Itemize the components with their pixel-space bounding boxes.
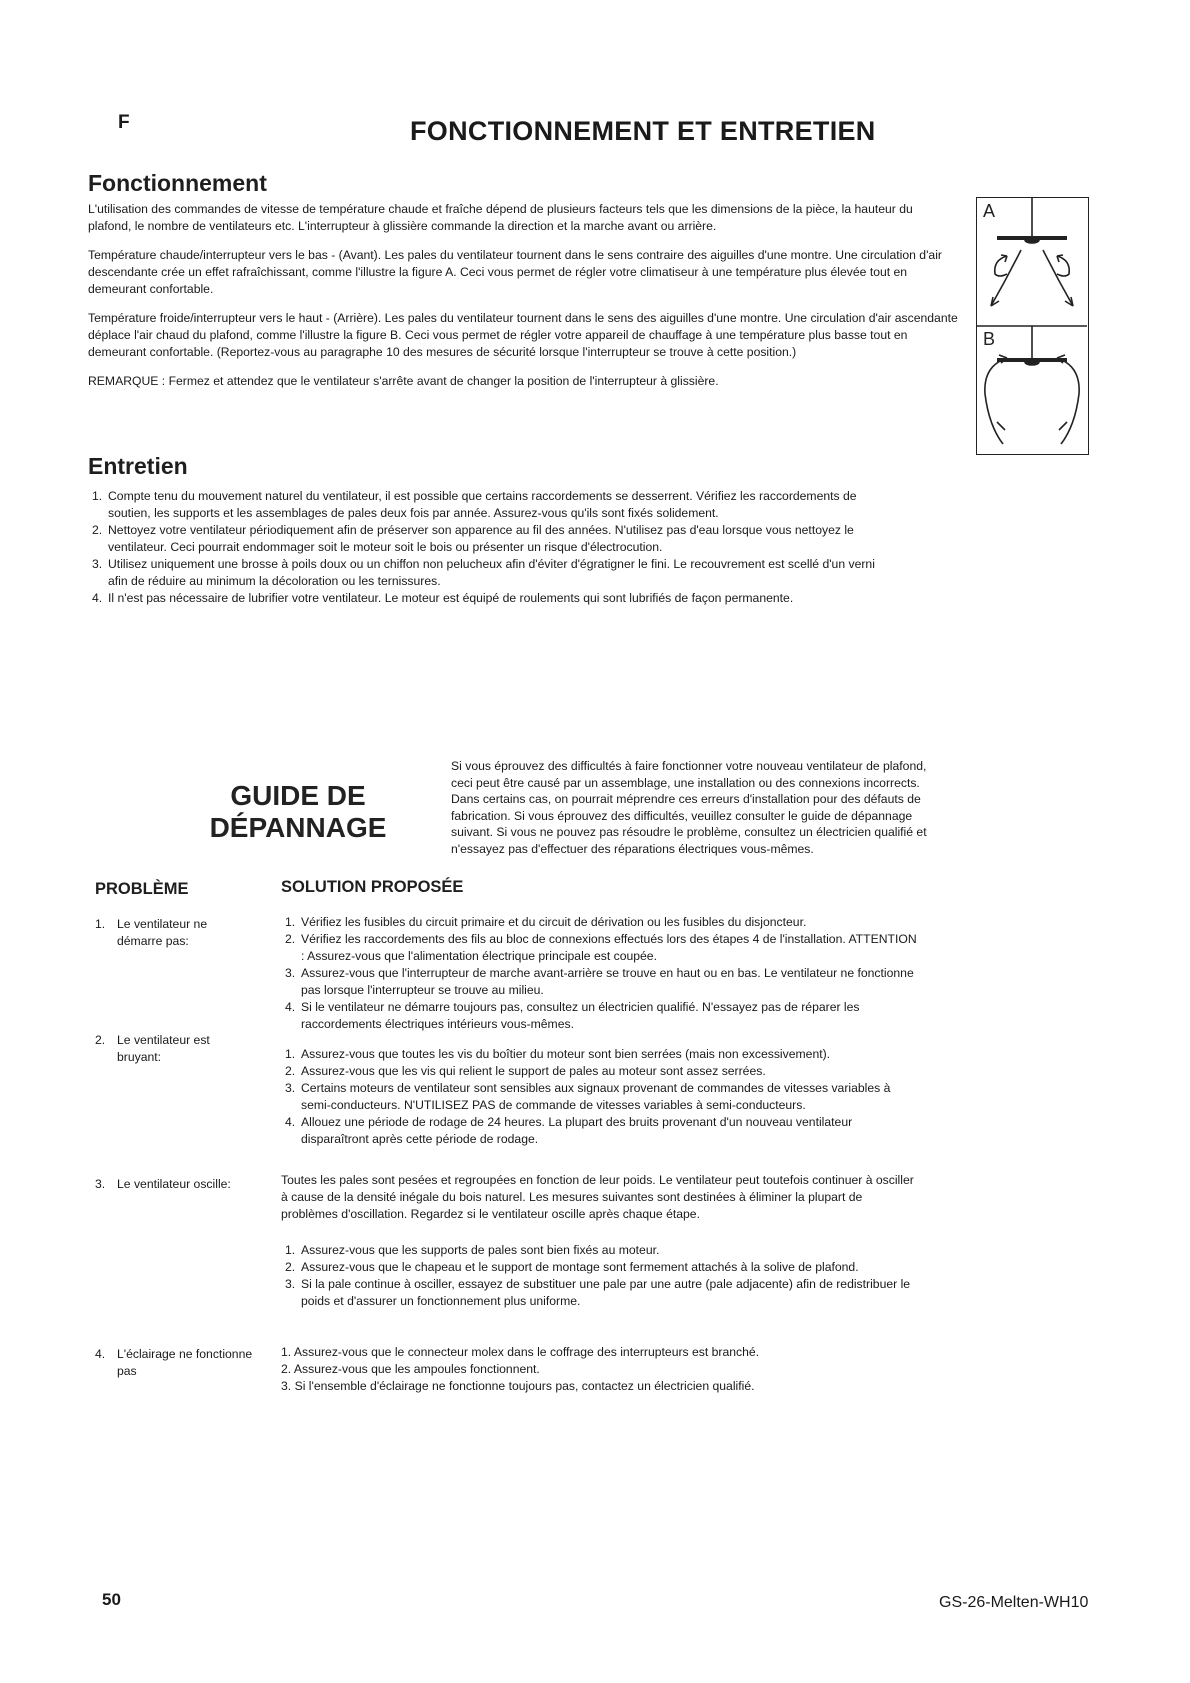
- step-text: Allouez une période de rodage de 24 heures. La plupart des bruits provenant d'un nouveau ventilateur disparaîtront après cette période de rodage.: [301, 1115, 853, 1146]
- maintenance-item: [88, 522, 888, 556]
- problem-label: L'éclairage ne fonctionne pas: [117, 1347, 253, 1378]
- solution-step: [281, 1344, 921, 1361]
- item-number: 2.: [92, 523, 103, 537]
- problem-label: Le ventilateur est bruyant:: [117, 1033, 210, 1064]
- solution-step: [281, 1080, 921, 1114]
- solution-step: [281, 1114, 921, 1148]
- step-text: Assurez-vous que les vis qui relient le support de pales au moteur sont assez serrées.: [301, 1064, 766, 1078]
- solution-column-header: SOLUTION PROPOSÉE: [281, 878, 464, 896]
- solution-step: [281, 1276, 921, 1310]
- maintenance-heading: Entretien: [88, 453, 188, 479]
- operation-paragraph-1: L'utilisation des commandes de vitesse de température chaude et fraîche dépend de plusieurs facteurs tels que les dimensions de la pièce, la hauteur du plafond, le nombre de ventilateurs etc. L'interrupteur à glissière commande la direction et la marche avant ou arrière.: [88, 202, 913, 233]
- problem-label: Le ventilateur oscille:: [117, 1177, 231, 1191]
- item-number: 3.: [92, 557, 103, 571]
- step-number: 2.: [281, 1362, 292, 1376]
- figure-a-label: A: [983, 201, 996, 221]
- solution-block: [281, 914, 921, 1033]
- solution-step: [281, 1046, 921, 1063]
- step-text: Vérifiez les fusibles du circuit primaire et du circuit de dérivation ou les fusibles du disjoncteur.: [301, 915, 807, 929]
- troubleshooting-title: [198, 780, 398, 844]
- problem-number: 3.: [95, 1177, 106, 1191]
- solution-step: [281, 965, 921, 999]
- step-text: Assurez-vous que toutes les vis du boîtier du moteur sont bien serrées (mais non excessivement).: [301, 1047, 831, 1061]
- item-text: Nettoyez votre ventilateur périodiquement afin de préserver son apparence au fil des années. N'utilisez pas d'eau lorsque vous nettoyez le ventilateur. Ceci pourrait endommager soit le moteur soit le bois ou présenter un risque d'électrocution.: [108, 523, 854, 554]
- figure-b-label: B: [983, 329, 996, 349]
- step-text: Si le ventilateur ne démarre toujours pas, consultez un électricien qualifié. N'essayez pas de réparer les raccordements électriques intérieurs vous-mêmes.: [301, 1000, 860, 1031]
- solution-step: [281, 1361, 921, 1378]
- solution-step: [281, 914, 921, 931]
- problem-label: Le ventilateur ne démarre pas:: [117, 917, 208, 948]
- step-number: 2.: [285, 932, 296, 946]
- operation-note: REMARQUE : Fermez et attendez que le ventilateur s'arrête avant de changer la position de l'interrupteur à glissière.: [88, 374, 719, 388]
- page-title: FONCTIONNEMENT ET ENTRETIEN: [410, 116, 876, 146]
- language-indicator: F: [118, 112, 130, 133]
- troubleshooting-title-line-2: DÉPANNAGE: [209, 812, 387, 843]
- solution-step: [281, 1259, 921, 1276]
- step-number: 4.: [285, 1115, 296, 1129]
- page-number: 50: [102, 1590, 121, 1609]
- step-number: 4.: [285, 1000, 296, 1014]
- troubleshooting-title-line-1: GUIDE DE: [230, 780, 366, 811]
- step-text: Assurez-vous que les supports de pales sont bien fixés au moteur.: [301, 1243, 660, 1257]
- operation-body: [88, 201, 958, 402]
- maintenance-list: [88, 488, 888, 607]
- step-text: Assurez-vous que l'interrupteur de marche avant-arrière se trouve en haut ou en bas. Le ventilateur ne fonctionne pas lorsque l'interrupteur se trouve au milieu.: [301, 966, 914, 997]
- item-text: Compte tenu du mouvement naturel du ventilateur, il est possible que certains raccordements se desserrent. Vérifiez les raccordements de soutien, les supports et les assemblages de pales deux fois par année. Assurez-vous qu'ils sont fixés solidement.: [108, 489, 857, 520]
- fan-a-icon: [991, 198, 1073, 306]
- maintenance-item: [88, 590, 888, 607]
- problem-item: [95, 1346, 255, 1380]
- step-number: 1.: [285, 1243, 296, 1257]
- step-number: 2.: [285, 1260, 296, 1274]
- item-number: 4.: [92, 591, 103, 605]
- maintenance-item: [88, 556, 888, 590]
- item-text: Il n'est pas nécessaire de lubrifier votre ventilateur. Le moteur est équipé de roulements qui sont lubrifiés de façon permanente.: [108, 591, 794, 605]
- solution-step: [281, 1063, 921, 1080]
- step-text: Vérifiez les raccordements des fils au bloc de connexions effectués lors des étapes 4 de l'installation. ATTENTION : Assurez-vous que l'alimentation électrique principale est coupée.: [301, 932, 917, 963]
- operation-heading: Fonctionnement: [88, 170, 267, 196]
- step-number: 1.: [285, 915, 296, 929]
- step-text: Si l'ensemble d'éclairage ne fonctionne toujours pas, contactez un électricien qualifié.: [294, 1379, 755, 1393]
- solution-intro: Toutes les pales sont pesées et regroupées en fonction de leur poids. Le ventilateur peut toutefois continuer à osciller à cause de la densité inégale du bois naturel. Les mesures suivantes sont destinées à éliminer la plupart de problèmes d'oscillation. Regardez si le ventilateur oscille après chaque étape.: [281, 1173, 914, 1221]
- fan-airflow-figure: [976, 197, 1089, 455]
- fan-b-icon: [985, 326, 1079, 444]
- operation-paragraph-2: Température chaude/interrupteur vers le bas - (Avant). Les pales du ventilateur tournent dans le sens contraire des aiguilles d'une montre. Une circulation d'air descendante crée un effet rafraîchissant, comme l'illustre la figure A. Ceci vous permet de régler votre climatiseur à une température plus élevée tout en demeurant confortable.: [88, 248, 942, 296]
- solution-block: [281, 1344, 921, 1395]
- item-number: 1.: [92, 489, 103, 503]
- problem-item: [95, 1176, 255, 1193]
- step-number: 3.: [285, 1277, 296, 1291]
- problem-number: 1.: [95, 917, 106, 931]
- step-number: 1.: [281, 1345, 292, 1359]
- solution-step: [281, 999, 921, 1033]
- step-text: Assurez-vous que le chapeau et le support de montage sont fermement attachés à la solive de plafond.: [301, 1260, 859, 1274]
- problem-item: [95, 916, 255, 950]
- solution-block: [281, 1172, 921, 1310]
- problem-column-header: PROBLÈME: [95, 880, 189, 898]
- step-number: 3.: [285, 1081, 296, 1095]
- step-number: 1.: [285, 1047, 296, 1061]
- problem-number: 4.: [95, 1347, 106, 1361]
- model-number: GS-26-Melten-WH10: [939, 1594, 1089, 1611]
- step-number: 3.: [285, 966, 296, 980]
- step-text: Assurez-vous que les ampoules fonctionnent.: [293, 1362, 540, 1376]
- step-number: 3.: [281, 1379, 292, 1393]
- problem-item: [95, 1032, 255, 1066]
- troubleshooting-intro: Si vous éprouvez des difficultés à faire fonctionner votre nouveau ventilateur de plafond, ceci peut être causé par un assemblage, une installation ou des connexions incorrects. Dans certains cas, on pourrait méprendre ces erreurs d'installation pour des défauts de fabrication. Si vous éprouvez des difficultés, veuillez consulter le guide de dépannage suivant. Si vous ne pouvez pas résoudre le problème, consultez un électricien qualifié et n'essayez pas d'effectuer des réparations électriques vous-mêmes.: [451, 759, 927, 856]
- step-text: Certains moteurs de ventilateur sont sensibles aux signaux provenant de commandes de vitesses variables à semi-conducteurs. N'UTILISEZ PAS de commande de vitesses variables à semi-conducteurs.: [301, 1081, 891, 1112]
- solution-block: [281, 1046, 921, 1148]
- solution-step: [281, 1242, 921, 1259]
- solution-step: [281, 931, 921, 965]
- operation-paragraph-3: Température froide/interrupteur vers le haut - (Arrière). Les pales du ventilateur tournent dans le sens des aiguilles d'une montre. Une circulation d'air ascendante déplace l'air chaud du plafond, comme l'illustre la figure B. Ceci vous permet de régler votre appareil de chauffage à une température plus basse tout en demeurant confortable. (Reportez-vous au paragraphe 10 des mesures de sécurité lorsque l'interrupteur se trouve à cette position.): [88, 311, 958, 359]
- item-text: Utilisez uniquement une brosse à poils doux ou un chiffon non pelucheux afin d'éviter d'égratigner le fini. Le recouvrement est scellé d'un verni afin de réduire au minimum la décoloration ou les ternissures.: [108, 557, 875, 588]
- fan-airflow-diagram: [977, 198, 1087, 453]
- solution-step: [281, 1378, 921, 1395]
- step-text: Si la pale continue à osciller, essayez de substituer une pale par une autre (pale adjacente) afin de redistribuer le poids et d'assurer un fonctionnement plus uniforme.: [301, 1277, 911, 1308]
- step-text: Assurez-vous que le connecteur molex dans le coffrage des interrupteurs est branché.: [293, 1345, 760, 1359]
- problem-number: 2.: [95, 1033, 106, 1047]
- step-number: 2.: [285, 1064, 296, 1078]
- maintenance-item: [88, 488, 888, 522]
